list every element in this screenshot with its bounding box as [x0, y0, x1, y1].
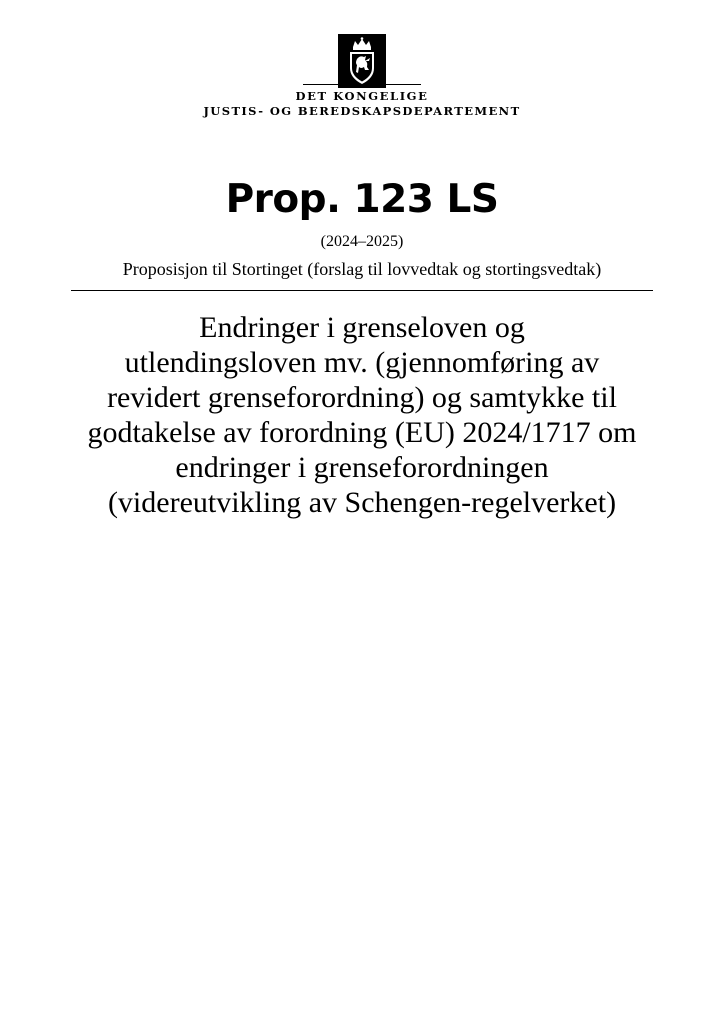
title-divider [71, 290, 653, 291]
document-title-line: godtakelse av forordning (EU) 2024/1717 om [87, 416, 637, 449]
session-years: (2024–2025) [320, 233, 404, 250]
department-name-line2: JUSTIS- OG BEREDSKAPSDEPARTEMENT [203, 104, 521, 118]
document-title-line: (videreutvikling av Schengen-regelverket) [107, 486, 617, 519]
document-title [40, 310, 684, 520]
document-title-line: utlendingsloven mv. (gjennomføring av [124, 346, 600, 379]
document-title-line: revidert grenseforordning) og samtykke til [107, 381, 617, 414]
logo-divider [303, 84, 421, 85]
proposition-type: Proposisjon til Stortinget (forslag til lovvedtak og stortingsvedtak) [122, 259, 602, 279]
document-title-line: endringer i grenseforordningen [175, 451, 549, 484]
proposition-number: Prop. 123 LS [225, 177, 499, 222]
document-title-line: Endringer i grenseloven og [199, 311, 525, 344]
norwegian-coat-of-arms-icon [338, 34, 386, 88]
department-name-line1: DET KONGELIGE [295, 89, 429, 103]
